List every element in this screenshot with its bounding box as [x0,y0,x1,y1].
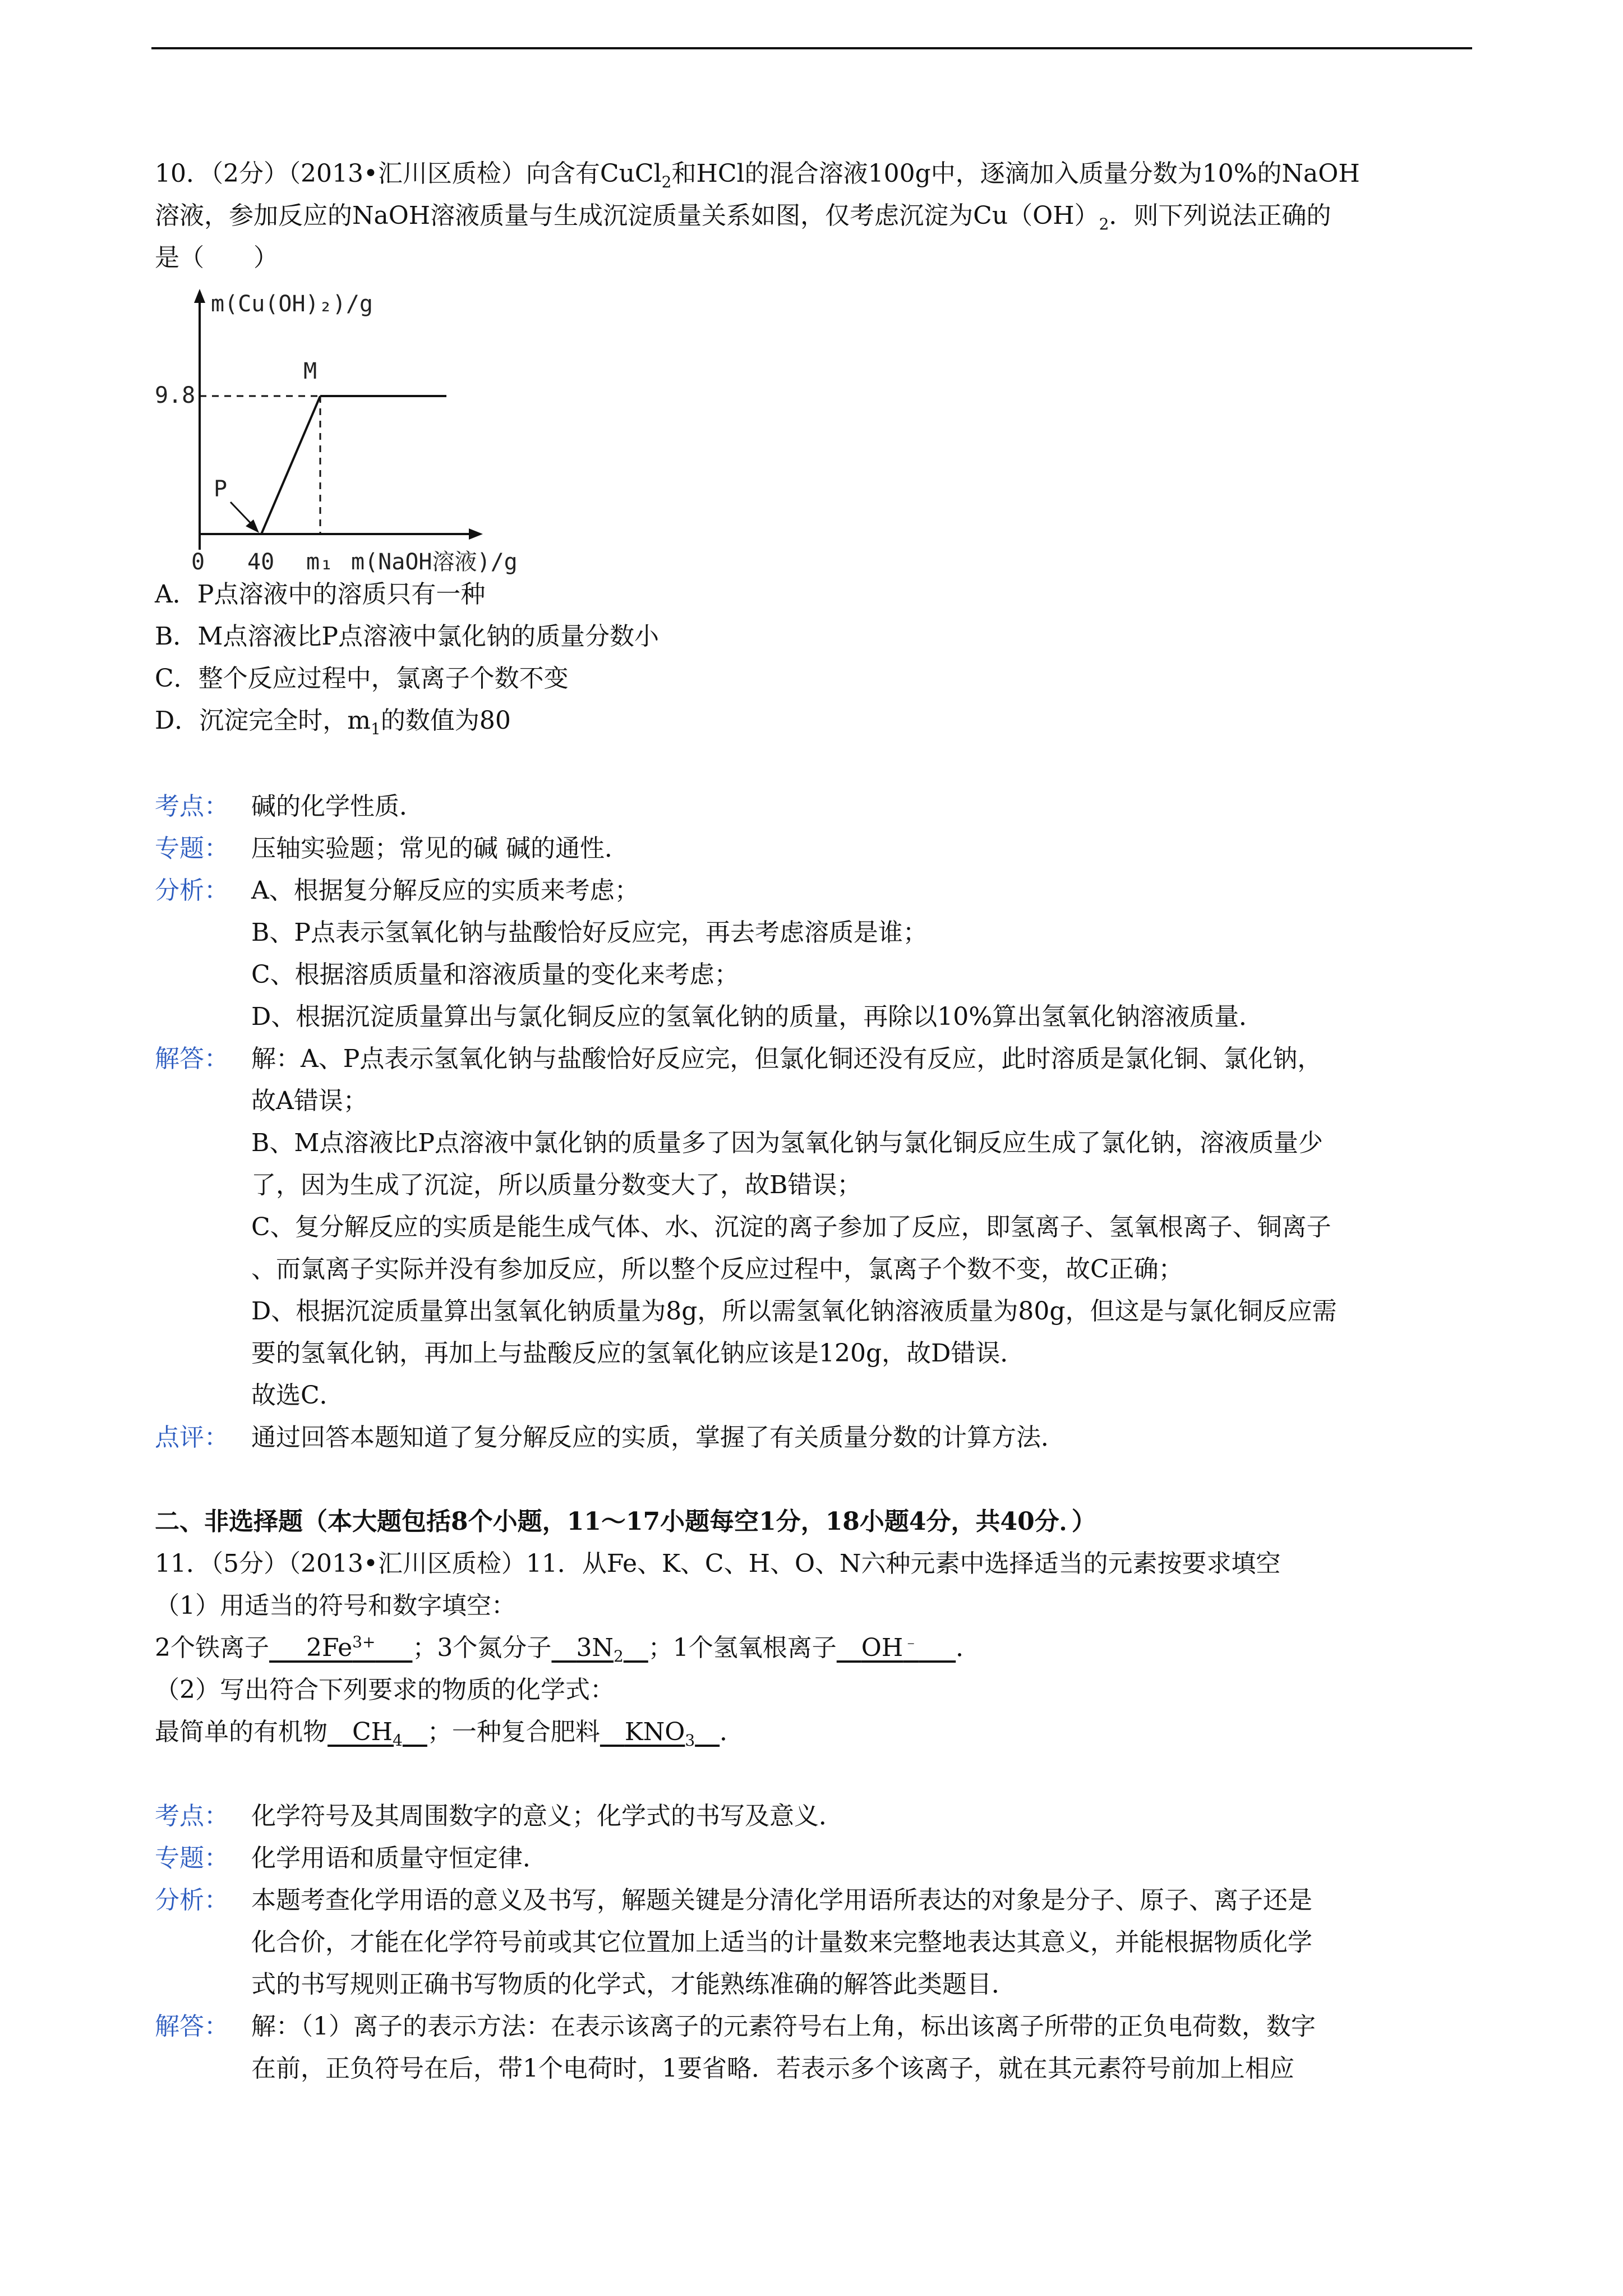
option-d: D．沉淀完全时，$m_1$的数值为80 [155,706,511,738]
fenxi-label: 分析： [155,876,229,905]
x-axis-label: m(NaOH溶液)/g [351,549,518,575]
q11-kaodian-text: 化学符号及其周围数字的意义；化学式的书写及意义． [251,1802,843,1830]
x-tick-0: 0 [191,549,205,575]
dianping-label: 点评： [155,1423,229,1452]
q11-kaodian-label: 考点： [155,1802,229,1830]
fenxi-line: D、根据沉淀质量算出与氯化铜反应的氢氧化钠的质量，再除以10%算出氢氧化钠溶液质量． [251,1002,1264,1031]
point-p-label: P [214,476,228,502]
q11-fenxi-line: 化合价，才能在化学符号前或其它位置加上适当的计量数来完整地表达其意义，并能根据物质化学 [251,1928,1312,1957]
option-c: C．整个反应过程中，氯离子个数不变 [155,664,569,693]
fenxi-line: C、根据溶质质量和溶液质量的变化来考虑； [251,960,739,989]
jieda-line: 要的氢氧化钠，再加上与盐酸反应的氢氧化钠应该是120g，故D错误． [251,1339,1025,1368]
option-b: B．M点溶液比P点溶液中氯化钠的质量分数小 [155,622,659,651]
q10-stem-line-2: 溶液，参加反应的NaOH溶液质量与生成沉淀质量关系如图，仅考虑沉淀为$Cu(OH)_2$．则下列说法正确的 [155,201,1331,233]
q11-answer-line-1: 2个铁离子 $2Fe^{3+}$ ；3个氮分子 $3N_2$ ；1个氢氧根离子 OH﹣ ． [155,1632,981,1665]
y-axis-arrow-icon [194,289,205,303]
q11-fenxi-label: 分析： [155,1886,229,1915]
section-heading: 二、非选择题（本大题包括8个小题，11～17小题每空1分，18小题4分，共40分．） [155,1507,1096,1536]
dianping-text: 通过回答本题知道了复分解反应的实质，掌握了有关质量分数的计算方法． [251,1423,1066,1452]
q11-zhuanti-label: 专题： [155,1844,229,1872]
q11-fenxi-line: 本题考查化学用语的意义及书写，解题关键是分清化学用语所表达的对象是分子、原子、离子还是 [251,1886,1312,1915]
jieda-line: 了，因为生成了沉淀，所以质量分数变大了，故B错误； [251,1171,862,1199]
y-axis-label: m(Cu(OH)₂)/g [211,291,373,317]
fenxi-line: A、根据复分解反应的实质来考虑； [251,876,639,905]
q11-jieda-line: 在前，正负符号在后，带1个电荷时，1要省略．若表示多个该离子，就在其元素符号前加上相应 [251,2054,1294,2083]
q11-jieda-line: 解：（1）离子的表示方法：在表示该离子的元素符号右上角，标出该离子所带的正负电荷数，数字 [251,2012,1316,2041]
header-rule [151,47,1472,49]
x-tick-40: 40 [247,549,275,575]
x-tick-m1: m₁ [306,549,334,575]
jieda-label: 解答： [155,1045,229,1073]
q11-fenxi-line: 式的书写规则正确书写物质的化学式，才能熟练准确的解答此类题目． [251,1970,1016,1999]
zhuanti-label: 专题： [155,834,229,863]
jieda-line: 故A错误； [251,1087,368,1115]
jieda-line: 解：A、P点表示氢氧化钠与盐酸恰好反应完，但氯化铜还没有反应，此时溶质是氯化铜、氯化钠， [251,1045,1322,1073]
kaodian-text: 碱的化学性质． [251,792,424,821]
jieda-line: 故选C． [251,1381,344,1410]
fenxi-line: B、P点表示氢氧化钠与盐酸恰好反应完，再去考虑溶质是谁； [251,918,928,947]
jieda-line: 、而氯离子实际并没有参加反应，所以整个反应过程中，氯离子个数不变，故C正确； [251,1255,1183,1283]
q11-stem: 11．（5分）（2013•汇川区质检）11．从Fe、K、C、H、O、N六种元素中选择适当的元素按要求填空 [155,1549,1281,1578]
jieda-line: C、复分解反应的实质是能生成气体、水、沉淀的离子参加了反应，即氢离子、氢氧根离子、铜离子 [251,1213,1331,1241]
point-m-label: M [303,358,317,384]
rising-line [261,396,320,534]
zhuanti-text: 压轴实验题；常见的碱 碱的通性． [251,834,629,863]
q10-stem-line-1: 10．（2分）（2013•汇川区质检）向含有CuCl$_2$和HCl的混合溶液100g中，逐滴加入质量分数为10%的NaOH [155,159,1360,191]
q11-part2: （2）写出符合下列要求的物质的化学式： [155,1676,615,1704]
x-axis-arrow-icon [469,528,483,540]
q11-jieda-label: 解答： [155,2012,229,2041]
y-tick-9.8: 9.8 [155,383,196,408]
option-a: A．P点溶液中的溶质只有一种 [155,580,486,609]
q11-zhuanti-text: 化学用语和质量守恒定律． [251,1844,547,1872]
jieda-line: B、M点溶液比P点溶液中氯化钠的质量多了因为氢氧化钠与氯化铜反应生成了氯化钠，溶液质量少 [251,1129,1323,1157]
q10-stem-line-3: 是（ ） [155,243,278,272]
q11-answer-line-2: 最简单的有机物 $CH_4$ ；一种复合肥料 $KNO_3$ ． [155,1718,745,1750]
p-pointer-arrow-icon [246,519,259,533]
precipitate-graph [155,286,603,578]
q11-part1: （1）用适当的符号和数字填空： [155,1591,516,1620]
kaodian-label: 考点： [155,792,229,821]
jieda-line: D、根据沉淀质量算出氢氧化钠质量为8g，所以需氢氧化钠溶液质量为80g，但这是与氯化铜反应需 [251,1297,1337,1326]
